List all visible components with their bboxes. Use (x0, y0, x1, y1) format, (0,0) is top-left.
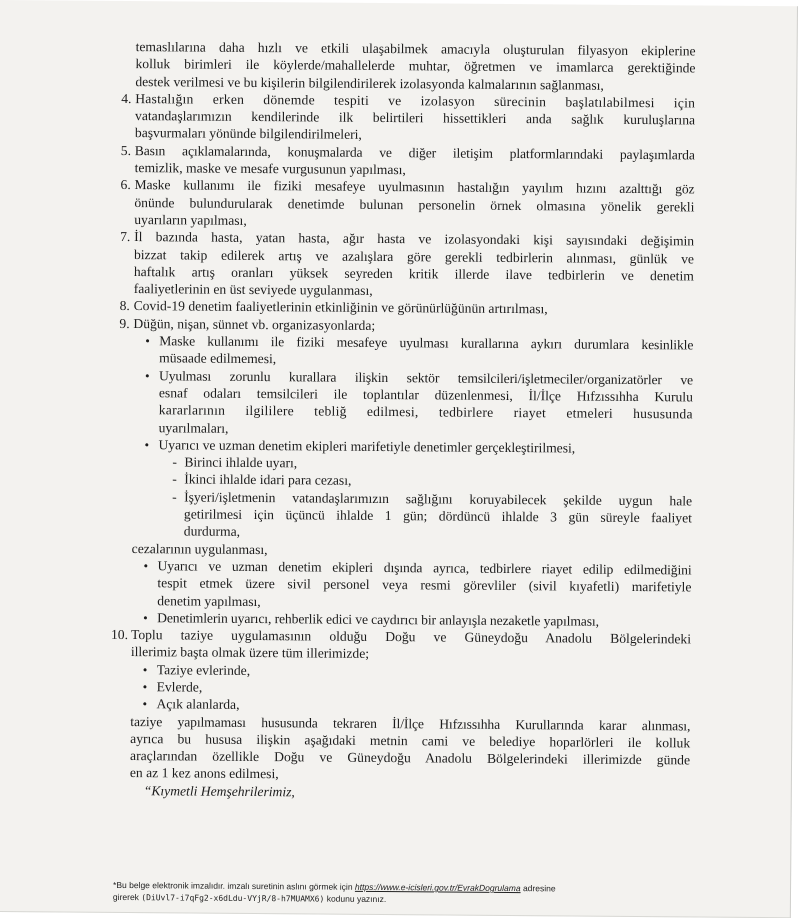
bullet-item (145, 367, 694, 440)
text-line: • Uyulması zorunlu kurallara ilişkin sektör temsilcileri/işletmeciler/organizatörler ve (158, 367, 694, 388)
footer-line2-prefix: girerek (112, 891, 139, 903)
text-line: • Uyarıcı ve uzman denetim ekipleri marifetiyle denetimler gerçekleştirilmesi, (158, 437, 576, 456)
text-line: - Birinci ihlalde uyarı, (184, 454, 298, 471)
text-line: araçlarından özellikle Doğu ve Güneydoğu Anadolu Bölgelerindeki illerimizde günde (130, 748, 691, 768)
text-line: ayrıca bu hususa ilişkin aşağıdaki metnin cami ve belediye hoparlörleri ile kolluk (130, 730, 691, 751)
text-line: • Uyarıcı ve uzman denetim ekipleri dışında ayrıca, tedbirlere riayet edilip edilmediğini (157, 558, 692, 578)
item-number: 10. (110, 626, 129, 643)
text-line: önünde bulundurularak denetimde bulunan personelin örnek olmasına yönelik gerekli (134, 194, 695, 215)
text-line: denetim yapılması, (157, 592, 261, 609)
text-line: faaliyetlerinin en üst seviyede uygulanması, (133, 281, 373, 299)
text-line: taziye yapılmaması hususunda tekraren İl/İlçe Hıfzıssıhha Kurullarında karar alınması, (130, 713, 691, 734)
text-line: • Taziye evlerinde, (156, 661, 251, 678)
item-number: 6. (120, 177, 131, 193)
text-line: uyarıların yapılması, (134, 212, 247, 228)
list-item-10 (110, 626, 692, 665)
text-line: başvurmaları yönünde bilgilendirilmeleri, (134, 125, 362, 143)
bullet-group-wedding (144, 332, 693, 457)
text-line: vatandaşlarımızın kendilerinde ilk belirtileri hissettikleri anda sağlık kuruluşlarına (135, 108, 696, 128)
footer-line2-suffix: kodunu yazınız. (326, 893, 387, 905)
text-line: haftalık artış oranları yüksek seyreden kritik illerde ilave tedbirlerin ve denetim (133, 263, 694, 284)
text-line: İl bazında hasta, yatan hasta, ağır hasta ve izolasyondaki kişi sayısındaki değişimin (134, 229, 695, 249)
text-line: • Maske kullanımı ile fiziki mesafeye uyulması kurallarına aykırı durumlara kesinlikle (159, 333, 694, 353)
text-line: • Açık alanlarda, (156, 696, 240, 713)
text-line: temaslılarına daha hızlı ve etkili ulaşabilmek amacıyla oluşturulan filyasyon ekiplerine (135, 39, 696, 59)
footer-after-link: adresine (522, 883, 556, 894)
text-line: temizlik, maske ve mesafe vurgusunun yapılması, (134, 160, 406, 178)
text-line: Düğün, nişan, sünnet vb. organizasyonlarda; (133, 315, 376, 333)
text-line: durdurma, (183, 523, 241, 540)
text-line: Hastalığın erken dönemde tespiti ve izolasyon sürecinin başlatılabilmesi için (135, 90, 696, 111)
item-number: 5. (120, 142, 132, 158)
bullet-group-condolence (142, 661, 690, 717)
verification-link[interactable]: https://www.e-icisleri.gov.tr/EvrakDogrulama (354, 881, 521, 894)
bullet-group-inspection (143, 557, 692, 630)
text-line: - İşyeri/işletmenin vatandaşlarımızın sağlığını koruyabilecek şekilde uygun hale (184, 489, 693, 509)
document-body (110, 38, 696, 803)
text-line: en az 1 kez anons edilmesi, (129, 765, 279, 782)
dash-group-penalties (132, 453, 693, 544)
text-line: Maske kullanımı ile fiziki mesafeye uyulmasının hastalığın yayılım hızını azalttığı göz (134, 177, 695, 197)
dash-item (172, 488, 692, 544)
list-item-5 (120, 142, 695, 181)
text-line: kararlarının ilgililere tebliğ edilmesi, tedbirlere riayet etmeleri hususunda (158, 402, 693, 422)
text-line: • Evlerde, (156, 679, 203, 695)
text-line: Covid-19 denetim faaliyetlerinin etkinliğinin ve görünürlüğünün artırılması, (133, 298, 548, 317)
bullet-item (143, 557, 691, 613)
text-line: uyarılmaları, (158, 419, 229, 436)
item-number: 4. (121, 90, 132, 106)
text-line: cezalarının uygulanması, (131, 540, 268, 557)
text-line: destek verilmesi ve bu kişilerin bilgilendirilerek izolasyonda kalmalarının sağlanması, (135, 73, 604, 93)
text-line: esnaf odaları temsilcileri ile toplantılar düzenlenmesi, İl/İlçe Hıfzıssıhha Kurulu (158, 385, 693, 405)
list-item-4 (121, 90, 696, 146)
list-item-6 (120, 176, 695, 232)
item-number: 7. (120, 229, 131, 245)
item-number: 8. (119, 298, 130, 314)
text-line: illerimiz başta olmak üzere tüm illerimizde; (130, 644, 370, 662)
text-line: - İkinci ihlalde idari para cezası, (184, 471, 352, 489)
electronic-signature-note (113, 879, 673, 908)
bullet-item (145, 332, 693, 371)
text-line: müsaade edilmemesi, (159, 350, 277, 367)
text-line: Basın açıklamalarında, konuşmalarda ve diğer iletişim platformlarındaki paylaşımlarda (134, 142, 695, 163)
text-line: • Denetimlerin uyarıcı, rehberlik edici ve caydırıcı bir anlayışla nezaketle yapılması, (157, 610, 599, 629)
footer-prefix: *Bu belge elektronik imzalıdır. imzalı suretinin aslını görmek için (113, 879, 353, 892)
text-line: Toplu taziye uygulamasının olduğu Doğu ve Güneydoğu Anadolu Bölgelerindeki (130, 627, 692, 647)
list-item-7 (120, 228, 695, 302)
announcement-opening: “Kıymetli Hemşehrilerimiz, (143, 782, 295, 800)
verification-code: (DiUvl7-i7qFg2-x6dLdu-VYjR/8-h7MUAMX6) (141, 893, 325, 904)
text-line: kolluk birimleri ile köylerde/mahallelerde muhtar, öğretmen ve imamlarca gerektiğinde (135, 56, 696, 76)
text-line: bizzat takip edilerek artış ve azalışlara göre gerekli tedbirlerin alınması, günlük ve (133, 246, 695, 267)
text-line: getirilmesi için üçüncü ihlalde 1 gün; dördüncü ihlalde 3 gün süreyle faaliyet (183, 506, 693, 526)
item-number: 9. (119, 315, 130, 331)
text-line: tespit etmek üzere sivil personel veya resmi görevliler (sivil kıyafetli) marifetiyle (157, 575, 692, 595)
